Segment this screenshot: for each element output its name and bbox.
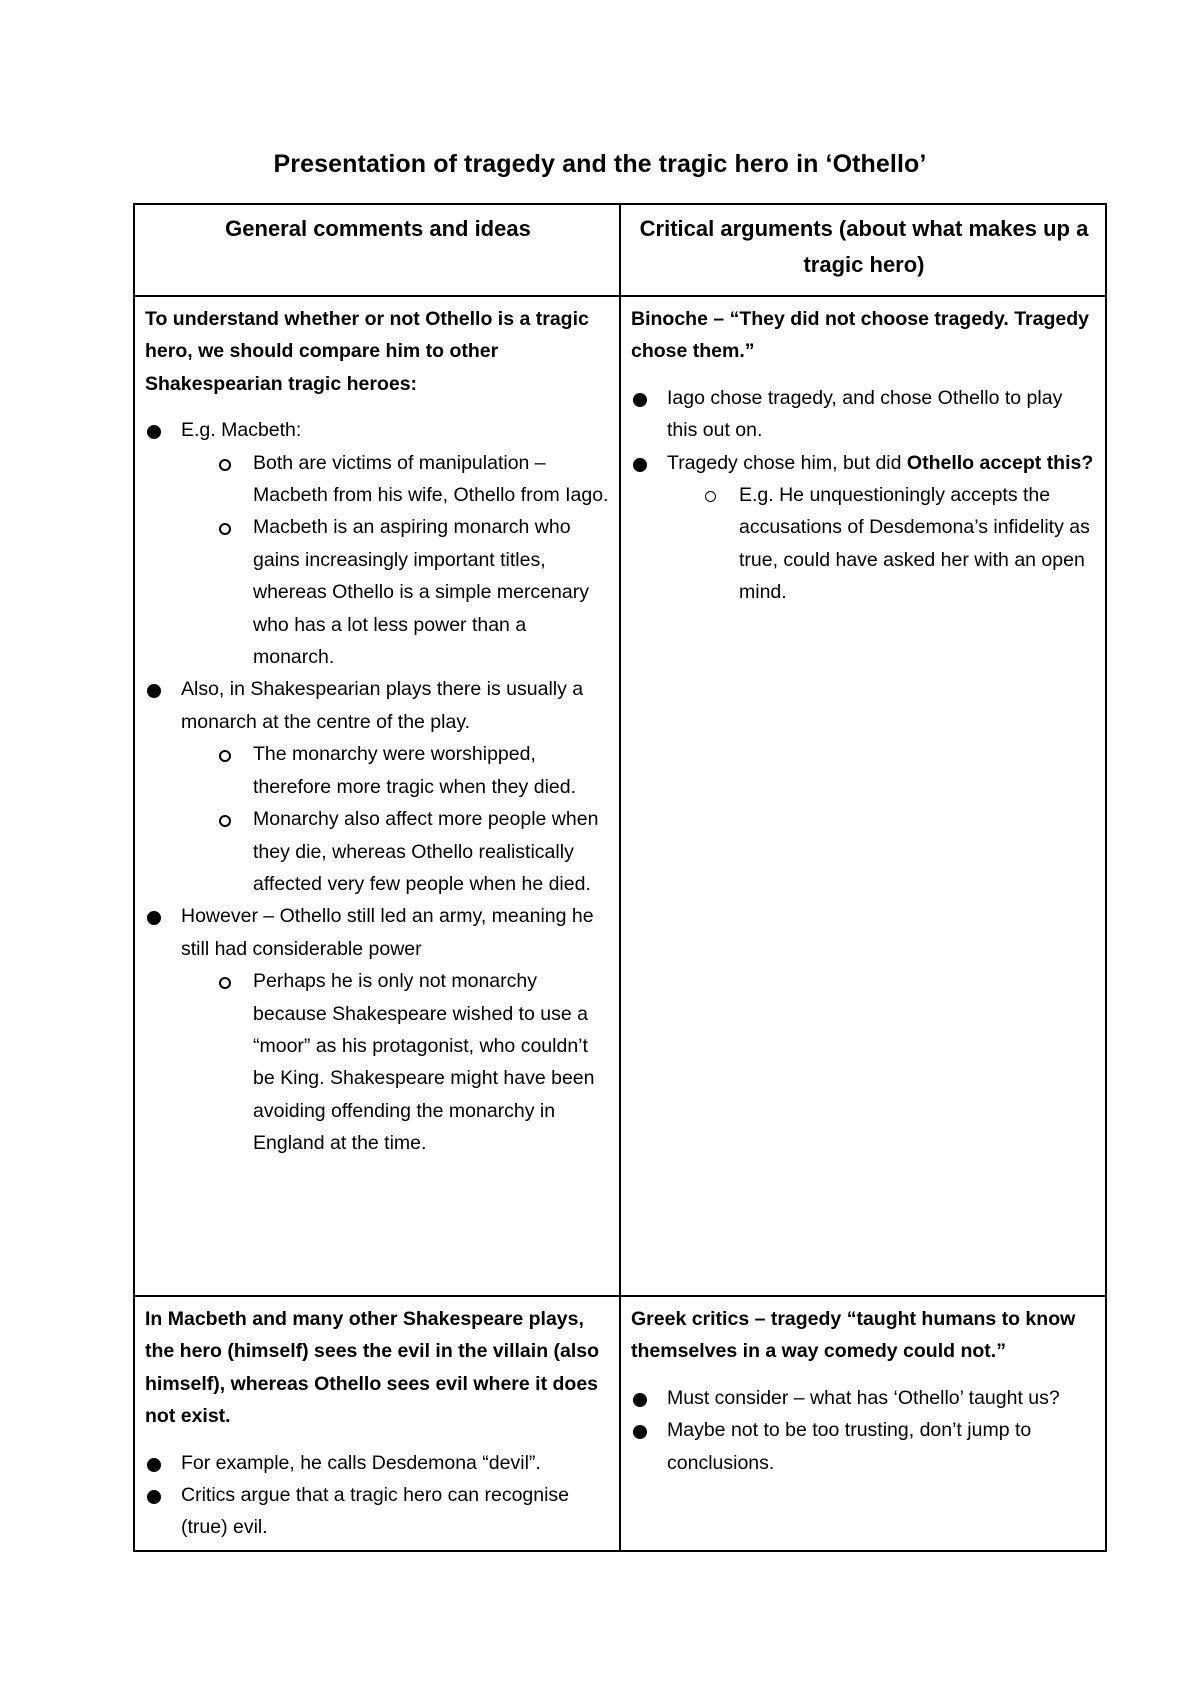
bullet-item: For example, he calls Desdemona “devil”. [181, 1447, 611, 1479]
table-row [134, 1296, 1106, 1551]
sub-bullet-item: E.g. He unquestioningly accepts the accusations of Desdemona’s infidelity as true, could have asked her with an open mind. [739, 479, 1097, 609]
bullet-list [631, 1382, 1097, 1479]
sub-bullet-item: Monarchy also affect more people when they die, whereas Othello realistically affected very few people when he died. [253, 803, 611, 900]
sub-bullet-list [181, 447, 611, 674]
bullet-item: Iago chose tragedy, and chose Othello to play this out on. [667, 382, 1097, 447]
table-header-row [134, 204, 1106, 296]
bullet-text: E.g. Macbeth: [181, 419, 302, 442]
cell-row1-general [134, 296, 620, 1296]
bullet-item: Must consider – what has ‘Othello’ taught us? [667, 1382, 1097, 1414]
cell-intro: To understand whether or not Othello is a tragic hero, we should compare him to other Shakespearian tragic heroes: [145, 308, 589, 395]
sub-bullet-item: The monarchy were worshipped, therefore more tragic when they died. [253, 738, 611, 803]
bullet-list [631, 382, 1097, 609]
bullet-text: Also, in Shakespearian plays there is usually a monarch at the centre of the play. [181, 678, 584, 733]
bullet-text-bold: Othello accept this? [906, 451, 1094, 474]
bullet-item [181, 414, 611, 673]
bullet-text: However – Othello still led an army, meaning he still had considerable power [181, 905, 594, 960]
bullet-list [145, 1447, 611, 1544]
table-row [134, 296, 1106, 1296]
sub-bullet-item: Perhaps he is only not monarchy because Shakespeare wished to use a “moor” as his protagonist, who couldn’t be King. Shakespeare might have been avoiding offending the monarchy in England at the time. [253, 965, 611, 1159]
cell-row2-critical [620, 1296, 1106, 1551]
cell-intro: Binoche – “They did not choose tragedy. Tragedy chose them.” [631, 308, 1089, 363]
bullet-item [667, 447, 1097, 609]
bullet-item: Maybe not to be too trusting, don’t jump to conclusions. [667, 1414, 1097, 1479]
cell-row2-general [134, 1296, 620, 1551]
cell-intro: In Macbeth and many other Shakespeare plays, the hero (himself) sees the evil in the villain (also himself), whereas Othello sees evil where it does not exist. [145, 1308, 600, 1428]
bullet-item: Critics argue that a tragic hero can recognise (true) evil. [181, 1479, 611, 1544]
bullet-list [145, 414, 611, 1159]
sub-bullet-item: Macbeth is an aspiring monarch who gains increasingly important titles, whereas Othello is a simple mercenary who has a lot less power than a monarch. [253, 511, 611, 673]
header-critical-arguments: Critical arguments (about what makes up a tragic hero) [620, 204, 1106, 296]
page-title: Presentation of tragedy and the tragic hero in ‘Othello’ [273, 150, 927, 178]
sub-bullet-list [181, 738, 611, 900]
bullet-text: Tragedy chose him, but did [667, 451, 907, 474]
notes-table [133, 203, 1107, 1552]
header-general-comments: General comments and ideas [134, 204, 620, 296]
bullet-item [181, 673, 611, 900]
sub-bullet-item: Both are victims of manipulation – Macbeth from his wife, Othello from Iago. [253, 447, 611, 512]
sub-bullet-list [181, 965, 611, 1159]
cell-row1-critical [620, 296, 1106, 1296]
bullet-item [181, 900, 611, 1159]
sub-bullet-list [667, 479, 1097, 609]
cell-intro: Greek critics – tragedy “taught humans to know themselves in a way comedy could not.” [631, 1308, 1076, 1363]
